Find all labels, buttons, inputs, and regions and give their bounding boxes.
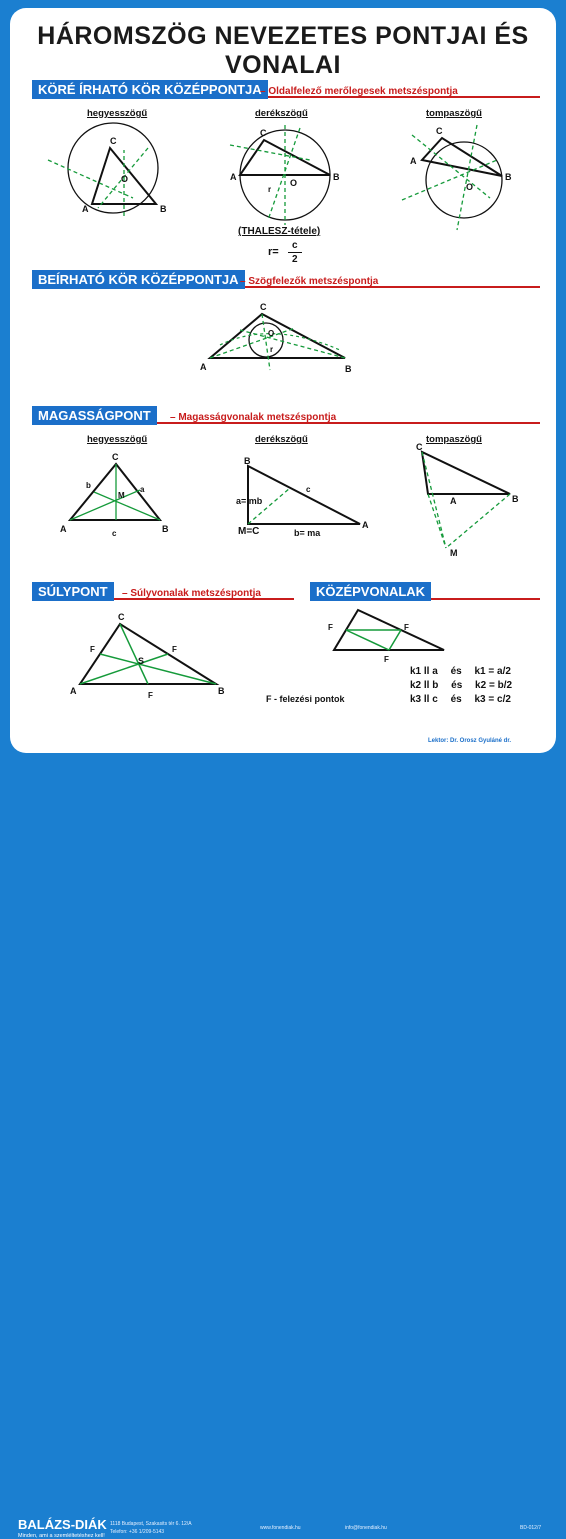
brand-logo: BALÁZS-DIÁK — [18, 1517, 107, 1532]
radius-numerator: c — [292, 240, 298, 251]
svg-text:F: F — [90, 645, 95, 654]
right-m-equation: M=C — [238, 526, 260, 537]
svg-text:B: B — [512, 494, 519, 504]
svg-text:B: B — [244, 456, 251, 466]
svg-text:A: A — [230, 172, 237, 182]
svg-text:A: A — [82, 204, 89, 214]
svg-text:A: A — [70, 686, 77, 696]
svg-text:O: O — [466, 182, 474, 192]
label-right: derékszögű — [255, 434, 308, 445]
svg-text:c: c — [112, 529, 117, 538]
brand-slogan: Minden, ami a szemléltetéshez kell! — [18, 1533, 105, 1539]
svg-text:A: A — [60, 524, 67, 534]
midline-rows — [410, 666, 512, 708]
section-subtitle: – Magasságvonalak metszéspontja — [170, 412, 337, 423]
label-acute: hegyesszögű — [87, 108, 148, 119]
page-title: HÁROMSZÖG NEVEZETES PONTJAI ÉS VONALAI — [37, 22, 529, 79]
orthocenter-acute-figure — [60, 452, 170, 542]
svg-text:M: M — [450, 548, 458, 558]
svg-text:C: C — [436, 126, 443, 136]
footer-phone: Telefon: +36 1/209-5143 — [110, 1529, 165, 1535]
svg-text:B: B — [162, 524, 169, 534]
svg-text:O: O — [268, 329, 275, 338]
label-obtuse: tompaszögű — [426, 434, 482, 445]
svg-text:A: A — [410, 156, 417, 166]
section-subtitle: – Súlyvonalak metszéspontja — [122, 588, 261, 599]
midline-row: k2 ll b és k2 = b/2 — [410, 680, 513, 691]
svg-text:F: F — [172, 645, 177, 654]
svg-text:O: O — [121, 174, 129, 184]
svg-text:b: b — [86, 481, 91, 490]
midline-row: k1 ll a és k1 = a/2 — [410, 666, 511, 677]
footer-code: BD-012/7 — [520, 1525, 542, 1531]
poster-sheet — [10, 8, 556, 753]
label-right: derékszögű — [255, 108, 308, 119]
section-tag-circumcenter: KÖRÉ ÍRHATÓ KÖR KÖZÉPPONTJA — [32, 80, 268, 99]
centroid-figure — [68, 612, 228, 702]
footer-web: www.fonendiak.hu — [260, 1525, 301, 1531]
svg-text:r: r — [270, 345, 274, 354]
label-obtuse: tompaszögű — [426, 108, 482, 119]
svg-text:F: F — [404, 623, 409, 632]
circumcircle-obtuse-figure — [402, 120, 532, 220]
section-tag-centroid: SÚLYPONT — [32, 582, 114, 601]
svg-text:C: C — [118, 612, 125, 622]
svg-text:B: B — [505, 172, 512, 182]
midline-row: k3 ll c és k3 = c/2 — [410, 694, 511, 705]
svg-text:O: O — [290, 178, 298, 188]
radius-denominator: 2 — [292, 254, 298, 265]
radius-equation: r= — [268, 246, 279, 258]
thales-label: (THALESZ-tétele) — [238, 226, 321, 237]
incircle-figure — [200, 300, 360, 380]
section-subtitle: – Oldalfelező merőlegesek metszéspontja — [260, 86, 458, 97]
footer-address: 1118 Budapest, Szakasits tér 6. 12/A — [110, 1521, 192, 1527]
lektor-credit: Lektor: Dr. Orosz Gyuláné dr. — [428, 738, 512, 744]
svg-text:r: r — [268, 185, 272, 194]
right-b-equation: b= ma — [294, 528, 321, 538]
right-a-equation: a= mb — [236, 496, 263, 506]
svg-text:C: C — [260, 302, 267, 312]
midlines-figure — [320, 604, 450, 664]
circumcircle-right-figure — [230, 120, 350, 230]
svg-text:C: C — [112, 452, 119, 462]
svg-text:F: F — [328, 623, 333, 632]
svg-text:B: B — [218, 686, 225, 696]
svg-text:A: A — [362, 520, 369, 530]
svg-text:M: M — [118, 491, 125, 500]
svg-text:C: C — [260, 128, 267, 138]
svg-text:C: C — [416, 442, 423, 452]
fraction-bar — [288, 252, 302, 253]
svg-text:B: B — [160, 204, 167, 214]
section-tag-orthocenter: MAGASSÁGPONT — [32, 406, 157, 425]
section-tag-midlines: KÖZÉPVONALAK — [310, 582, 431, 601]
footer — [0, 753, 566, 1539]
svg-text:A: A — [200, 362, 207, 372]
svg-text:a: a — [140, 485, 145, 494]
label-acute: hegyesszögű — [87, 434, 148, 445]
svg-text:B: B — [345, 364, 352, 374]
svg-text:c: c — [306, 485, 311, 494]
section-tag-incircle: BEÍRHATÓ KÖR KÖZÉPPONTJA — [32, 270, 245, 289]
section-subtitle: – Szögfelezők metszéspontja — [240, 276, 379, 287]
circumcircle-acute-figure — [38, 120, 178, 220]
orthocenter-obtuse-figure — [406, 440, 526, 560]
svg-text:B: B — [333, 172, 340, 182]
svg-text:A: A — [450, 496, 457, 506]
svg-text:F: F — [148, 691, 153, 700]
svg-text:S: S — [138, 656, 145, 666]
svg-text:F: F — [384, 655, 389, 664]
centroid-note: F - felezési pontok — [266, 694, 345, 704]
svg-text:C: C — [110, 136, 117, 146]
footer-email: info@fonendiak.hu — [345, 1525, 387, 1531]
